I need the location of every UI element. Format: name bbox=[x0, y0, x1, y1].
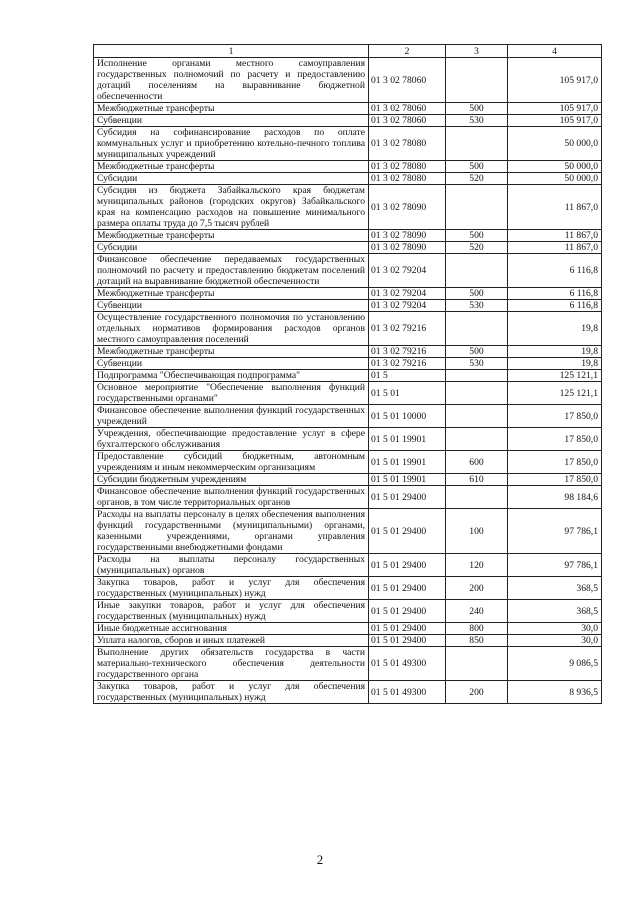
table-row bbox=[94, 115, 602, 127]
row-code: 01 3 02 78060 bbox=[369, 115, 446, 127]
table-row bbox=[94, 312, 602, 346]
row-vr: 200 bbox=[446, 681, 508, 704]
row-sum: 105 917,0 bbox=[508, 103, 602, 115]
table-row bbox=[94, 161, 602, 173]
row-sum: 105 917,0 bbox=[508, 115, 602, 127]
row-sum: 19,8 bbox=[508, 312, 602, 346]
row-name: Субсидия из бюджета Забайкальского края бюджетам муниципальных районов (городских округов) Забайкальского края на компенсацию расходов на повышение минимального размера оплаты труда до 7,5 тысяч рублей bbox=[94, 185, 369, 230]
row-name: Субсидии bbox=[94, 173, 369, 185]
row-name: Выполнение других обязательств государства в части материально-технического обеспечения деятельности государственного органа bbox=[94, 647, 369, 681]
row-vr bbox=[446, 370, 508, 382]
table-row bbox=[94, 600, 602, 623]
row-name: Исполнение органами местного самоуправления государственных полномочий по расчету и предоставлению дотаций поселениям на выравнивание бюджетной обеспеченности bbox=[94, 58, 369, 103]
row-code: 01 5 01 19901 bbox=[369, 428, 446, 451]
table-row bbox=[94, 127, 602, 161]
row-sum: 11 867,0 bbox=[508, 242, 602, 254]
row-code: 01 3 02 78060 bbox=[369, 103, 446, 115]
row-vr: 500 bbox=[446, 161, 508, 173]
table-row bbox=[94, 230, 602, 242]
row-sum: 368,5 bbox=[508, 577, 602, 600]
row-vr: 500 bbox=[446, 346, 508, 358]
row-sum: 9 086,5 bbox=[508, 647, 602, 681]
row-code: 01 5 01 29400 bbox=[369, 600, 446, 623]
row-sum: 125 121,1 bbox=[508, 382, 602, 405]
row-vr: 520 bbox=[446, 242, 508, 254]
row-code: 01 5 01 29400 bbox=[369, 486, 446, 509]
row-name: Субсидии bbox=[94, 242, 369, 254]
row-code: 01 3 02 79216 bbox=[369, 312, 446, 346]
row-vr: 200 bbox=[446, 577, 508, 600]
row-vr: 240 bbox=[446, 600, 508, 623]
row-vr bbox=[446, 428, 508, 451]
row-vr bbox=[446, 405, 508, 428]
table-row bbox=[94, 254, 602, 288]
header-col-1: 1 bbox=[94, 45, 369, 58]
row-vr: 850 bbox=[446, 635, 508, 647]
table-row bbox=[94, 288, 602, 300]
row-name: Межбюджетные трансферты bbox=[94, 230, 369, 242]
row-vr bbox=[446, 486, 508, 509]
row-code: 01 3 02 78090 bbox=[369, 242, 446, 254]
row-vr: 530 bbox=[446, 115, 508, 127]
table-row bbox=[94, 346, 602, 358]
row-sum: 11 867,0 bbox=[508, 185, 602, 230]
row-sum: 17 850,0 bbox=[508, 474, 602, 486]
row-sum: 6 116,8 bbox=[508, 254, 602, 288]
row-code: 01 3 02 79204 bbox=[369, 300, 446, 312]
row-sum: 97 786,1 bbox=[508, 509, 602, 554]
row-vr: 800 bbox=[446, 623, 508, 635]
row-name: Подпрограмма "Обеспечивающая подпрограмма" bbox=[94, 370, 369, 382]
row-vr: 500 bbox=[446, 230, 508, 242]
row-name: Межбюджетные трансферты bbox=[94, 288, 369, 300]
row-code: 01 3 02 79216 bbox=[369, 358, 446, 370]
row-sum: 125 121,1 bbox=[508, 370, 602, 382]
table-row bbox=[94, 382, 602, 405]
row-sum: 17 850,0 bbox=[508, 451, 602, 474]
row-vr bbox=[446, 127, 508, 161]
budget-table bbox=[93, 44, 602, 704]
row-sum: 30,0 bbox=[508, 635, 602, 647]
row-name: Учреждения, обеспечивающие предоставление услуг в сфере бухгалтерского обслуживания bbox=[94, 428, 369, 451]
row-sum: 11 867,0 bbox=[508, 230, 602, 242]
row-vr bbox=[446, 647, 508, 681]
row-code: 01 3 02 79204 bbox=[369, 254, 446, 288]
table-row bbox=[94, 451, 602, 474]
table-row bbox=[94, 358, 602, 370]
row-code: 01 5 01 29400 bbox=[369, 554, 446, 577]
row-vr: 600 bbox=[446, 451, 508, 474]
header-col-4: 4 bbox=[508, 45, 602, 58]
row-code: 01 5 01 29400 bbox=[369, 623, 446, 635]
table-row bbox=[94, 405, 602, 428]
table-row bbox=[94, 509, 602, 554]
row-vr: 610 bbox=[446, 474, 508, 486]
row-name: Закупка товаров, работ и услуг для обеспечения государственных (муниципальных) нужд bbox=[94, 577, 369, 600]
table-row bbox=[94, 58, 602, 103]
row-name: Осуществление государственного полномочия по установлению отдельных нормативов формирования расходов органов местного самоуправления поселений bbox=[94, 312, 369, 346]
table-row bbox=[94, 474, 602, 486]
row-name: Субвенции bbox=[94, 358, 369, 370]
table-row bbox=[94, 681, 602, 704]
row-name: Уплата налогов, сборов и иных платежей bbox=[94, 635, 369, 647]
row-name: Субсидии бюджетным учреждениям bbox=[94, 474, 369, 486]
table-row bbox=[94, 428, 602, 451]
row-vr bbox=[446, 58, 508, 103]
row-vr: 500 bbox=[446, 288, 508, 300]
header-col-2: 2 bbox=[369, 45, 446, 58]
table-row bbox=[94, 370, 602, 382]
row-sum: 6 116,8 bbox=[508, 288, 602, 300]
row-code: 01 3 02 79216 bbox=[369, 346, 446, 358]
row-vr: 530 bbox=[446, 300, 508, 312]
row-sum: 17 850,0 bbox=[508, 428, 602, 451]
row-sum: 6 116,8 bbox=[508, 300, 602, 312]
row-name: Субсидия на софинансирование расходов по оплате коммунальных услуг и приобретению котельно-печного топлива муниципальных учреждений bbox=[94, 127, 369, 161]
table-row bbox=[94, 173, 602, 185]
row-name: Основное мероприятие "Обеспечение выполнения функций государственными органами" bbox=[94, 382, 369, 405]
row-vr: 500 bbox=[446, 103, 508, 115]
row-code: 01 5 01 29400 bbox=[369, 577, 446, 600]
row-sum: 98 184,6 bbox=[508, 486, 602, 509]
row-code: 01 5 bbox=[369, 370, 446, 382]
table-row bbox=[94, 577, 602, 600]
row-code: 01 3 02 78080 bbox=[369, 127, 446, 161]
row-sum: 50 000,0 bbox=[508, 161, 602, 173]
row-code: 01 5 01 bbox=[369, 382, 446, 405]
table-row bbox=[94, 554, 602, 577]
table-row bbox=[94, 486, 602, 509]
row-sum: 50 000,0 bbox=[508, 173, 602, 185]
row-code: 01 5 01 10000 bbox=[369, 405, 446, 428]
row-code: 01 3 02 78080 bbox=[369, 161, 446, 173]
row-name: Межбюджетные трансферты bbox=[94, 103, 369, 115]
row-sum: 97 786,1 bbox=[508, 554, 602, 577]
row-name: Финансовое обеспечение выполнения функций государственных учреждений bbox=[94, 405, 369, 428]
row-name: Финансовое обеспечение выполнения функций государственных органов, в том числе территориальных органов bbox=[94, 486, 369, 509]
row-code: 01 3 02 78090 bbox=[369, 185, 446, 230]
row-code: 01 3 02 78080 bbox=[369, 173, 446, 185]
row-code: 01 5 01 49300 bbox=[369, 647, 446, 681]
table-row bbox=[94, 635, 602, 647]
row-sum: 19,8 bbox=[508, 346, 602, 358]
row-name: Расходы на выплаты персоналу государственных (муниципальных) органов bbox=[94, 554, 369, 577]
row-sum: 17 850,0 bbox=[508, 405, 602, 428]
row-name: Закупка товаров, работ и услуг для обеспечения государственных (муниципальных) нужд bbox=[94, 681, 369, 704]
row-sum: 8 936,5 bbox=[508, 681, 602, 704]
row-name: Финансовое обеспечение передаваемых государственных полномочий по расчету и предоставлению бюджетам поселений дотаций на выравнивание бюджетной обеспеченности bbox=[94, 254, 369, 288]
row-name: Межбюджетные трансферты bbox=[94, 161, 369, 173]
table-row bbox=[94, 300, 602, 312]
row-code: 01 5 01 19901 bbox=[369, 451, 446, 474]
row-name: Субвенции bbox=[94, 115, 369, 127]
row-name: Расходы на выплаты персоналу в целях обеспечения выполнения функций государственными (муниципальными) органами, казенными учреждениями, органами управления государственными внебюджетными фондами bbox=[94, 509, 369, 554]
row-vr bbox=[446, 382, 508, 405]
row-sum: 368,5 bbox=[508, 600, 602, 623]
table-row bbox=[94, 647, 602, 681]
row-vr: 520 bbox=[446, 173, 508, 185]
row-code: 01 5 01 49300 bbox=[369, 681, 446, 704]
row-sum: 19,8 bbox=[508, 358, 602, 370]
row-name: Предоставление субсидий бюджетным, автономным учреждениям и иным некоммерческим организациям bbox=[94, 451, 369, 474]
row-code: 01 5 01 19901 bbox=[369, 474, 446, 486]
row-vr: 120 bbox=[446, 554, 508, 577]
table-row bbox=[94, 242, 602, 254]
table-row bbox=[94, 185, 602, 230]
row-name: Иные бюджетные ассигнования bbox=[94, 623, 369, 635]
row-code: 01 3 02 79204 bbox=[369, 288, 446, 300]
row-vr bbox=[446, 185, 508, 230]
row-code: 01 3 02 78060 bbox=[369, 58, 446, 103]
header-col-3: 3 bbox=[446, 45, 508, 58]
table-row bbox=[94, 103, 602, 115]
table-row bbox=[94, 623, 602, 635]
row-name: Субвенции bbox=[94, 300, 369, 312]
row-vr bbox=[446, 312, 508, 346]
row-name: Межбюджетные трансферты bbox=[94, 346, 369, 358]
row-vr bbox=[446, 254, 508, 288]
page-number: 2 bbox=[316, 852, 324, 867]
row-vr: 100 bbox=[446, 509, 508, 554]
row-code: 01 5 01 29400 bbox=[369, 635, 446, 647]
row-name: Иные закупки товаров, работ и услуг для обеспечения государственных (муниципальных) нужд bbox=[94, 600, 369, 623]
row-sum: 105 917,0 bbox=[508, 58, 602, 103]
row-code: 01 3 02 78090 bbox=[369, 230, 446, 242]
row-vr: 530 bbox=[446, 358, 508, 370]
row-code: 01 5 01 29400 bbox=[369, 509, 446, 554]
table-header-row bbox=[94, 45, 602, 58]
row-sum: 30,0 bbox=[508, 623, 602, 635]
row-sum: 50 000,0 bbox=[508, 127, 602, 161]
budget-table-body bbox=[94, 45, 602, 704]
